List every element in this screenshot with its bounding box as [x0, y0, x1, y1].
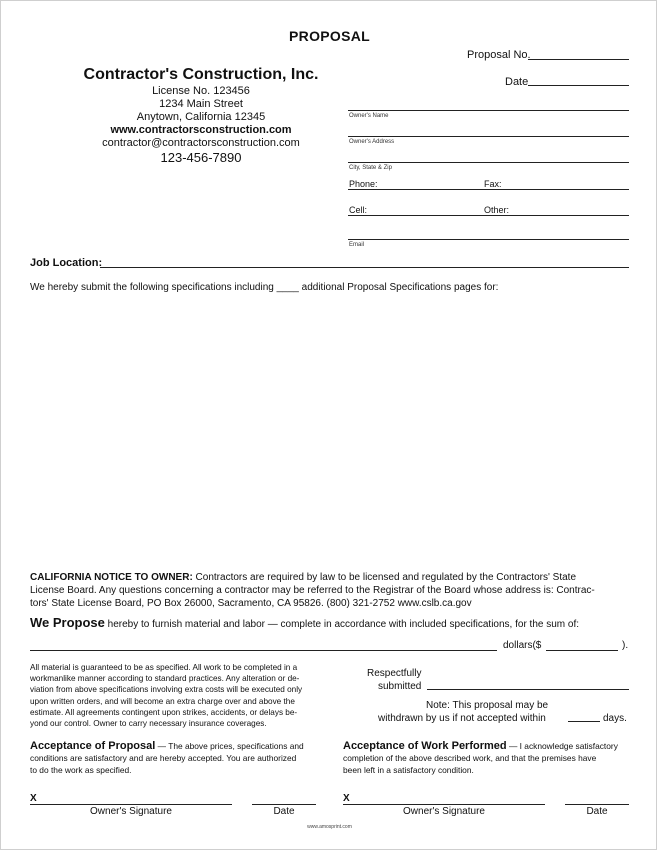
fax-label: Fax:	[484, 179, 502, 189]
acceptance-proposal	[30, 740, 304, 776]
days-label: days.	[603, 713, 627, 724]
submitted-label: submitted	[378, 681, 422, 692]
dollars-label: dollars($	[503, 640, 542, 651]
signature-date-field-right[interactable]	[565, 804, 629, 805]
spec-intro: We hereby submit the following specifications including ____ additional Proposal Specifications pages for:	[30, 282, 499, 293]
email-field[interactable]	[348, 239, 629, 240]
we-propose-text: hereby to furnish material and labor — complete in accordance with included specifications, for the sum of:	[104, 619, 580, 630]
acceptance-work-line: — I acknowledge satisfactory	[506, 741, 618, 751]
signature-x-mark: X	[343, 793, 350, 804]
date-field[interactable]	[528, 85, 629, 86]
company-name: Contractor's Construction, Inc.	[83, 66, 319, 83]
signature-date-label-right: Date	[586, 806, 608, 817]
company-street: 1234 Main Street	[159, 98, 243, 110]
acceptance-work-line: completion of the above described work, and that the premises have	[343, 753, 597, 763]
terms-line: viation from above specifications involving extra costs will be executed only	[30, 685, 303, 695]
owner-signature-field-left[interactable]	[30, 804, 232, 805]
owner-city-label: City, State & Zip	[349, 165, 392, 171]
footer-credit: www.amosprint.com	[307, 824, 352, 830]
california-notice-text-1: Contractors are required by law to be licensed and regulated by the Contractors' State	[192, 572, 577, 583]
other-label: Other:	[484, 205, 510, 215]
acceptance-work-heading: Acceptance of Work Performed	[343, 740, 507, 752]
signature-date-label-left: Date	[273, 806, 295, 817]
phone-fax-field[interactable]	[348, 189, 629, 190]
acceptance-proposal-line: to do the work as specified.	[30, 765, 132, 775]
owner-city-field[interactable]	[348, 162, 629, 163]
owner-signature-label-left: Owner's Signature	[90, 806, 172, 817]
owner-signature-label-right: Owner's Signature	[403, 806, 485, 817]
sum-words-field[interactable]	[30, 650, 497, 651]
proposal-no-label: Proposal No.	[467, 49, 531, 61]
note-line-1: Note: This proposal may be	[426, 700, 549, 711]
acceptance-proposal-line: conditions are satisfactory and are hereby accepted. You are authorized	[30, 753, 297, 763]
specifications-area[interactable]	[30, 297, 629, 567]
terms-paragraph	[30, 662, 302, 729]
company-license: License No. 123456	[152, 85, 250, 97]
company-city: Anytown, California 12345	[136, 111, 266, 123]
acceptance-work	[343, 740, 618, 776]
acceptance-proposal-line: — The above prices, specifications and	[155, 741, 304, 751]
dollars-amount-field[interactable]	[546, 650, 618, 651]
owner-address-field[interactable]	[348, 136, 629, 137]
dollars-close: ).	[622, 640, 629, 651]
submitted-by-field[interactable]	[427, 689, 629, 690]
page-title: PROPOSAL	[289, 28, 370, 44]
acceptance-proposal-heading: Acceptance of Proposal	[30, 740, 156, 752]
days-field[interactable]	[568, 721, 600, 722]
owner-name-field[interactable]	[348, 110, 629, 111]
owner-address-label: Owner's Address	[349, 139, 395, 145]
terms-line: workmanlike manner according to standard practices. Any alteration or de-	[30, 674, 300, 684]
california-notice-line-1	[30, 572, 576, 583]
california-notice-heading: CALIFORNIA NOTICE TO OWNER:	[30, 572, 193, 583]
terms-line: yond our control. Owner to carry necessary insurance coverages.	[30, 719, 267, 729]
cell-label: Cell:	[349, 205, 368, 215]
terms-line: All material is guaranteed to be as specified. All work to be completed in a	[30, 663, 298, 672]
job-location-label: Job Location:	[30, 257, 103, 269]
we-propose-heading: We Propose	[30, 615, 105, 630]
proposal-no-field[interactable]	[528, 59, 629, 60]
phone-label: Phone:	[349, 179, 378, 189]
date-label: Date	[505, 76, 529, 88]
note-line-2: withdrawn by us if not accepted within	[378, 713, 546, 724]
terms-line: upon written orders, and will become an extra charge over and above the	[30, 696, 295, 706]
company-email: contractor@contractorsconstruction.com	[102, 137, 300, 149]
signature-date-field-left[interactable]	[252, 804, 316, 805]
california-notice-line-2: License Board. Any questions concerning a contractor may be referred to the Registrar of the Board whose address is: Contrac-	[30, 585, 595, 596]
respectfully-label: Respectfully	[367, 668, 422, 679]
company-phone: 123-456-7890	[160, 150, 242, 165]
terms-line: estimate. All agreements contingent upon strikes, accidents, or delays be-	[30, 707, 298, 717]
owner-signature-field-right[interactable]	[343, 804, 545, 805]
we-propose-line	[30, 614, 579, 632]
email-label: Email	[349, 242, 365, 248]
cell-other-field[interactable]	[348, 215, 629, 216]
acceptance-work-line: been left in a satisfactory condition.	[343, 765, 474, 775]
signature-x-mark: X	[30, 793, 37, 804]
company-website: www.contractorsconstruction.com	[110, 124, 292, 136]
owner-name-label: Owner's Name	[349, 113, 389, 119]
california-notice-line-3: tors' State License Board, PO Box 26000, Sacramento, CA 95826. (800) 321-2752 www.cslb.ca.gov	[30, 598, 472, 609]
job-location-field[interactable]	[100, 267, 629, 268]
